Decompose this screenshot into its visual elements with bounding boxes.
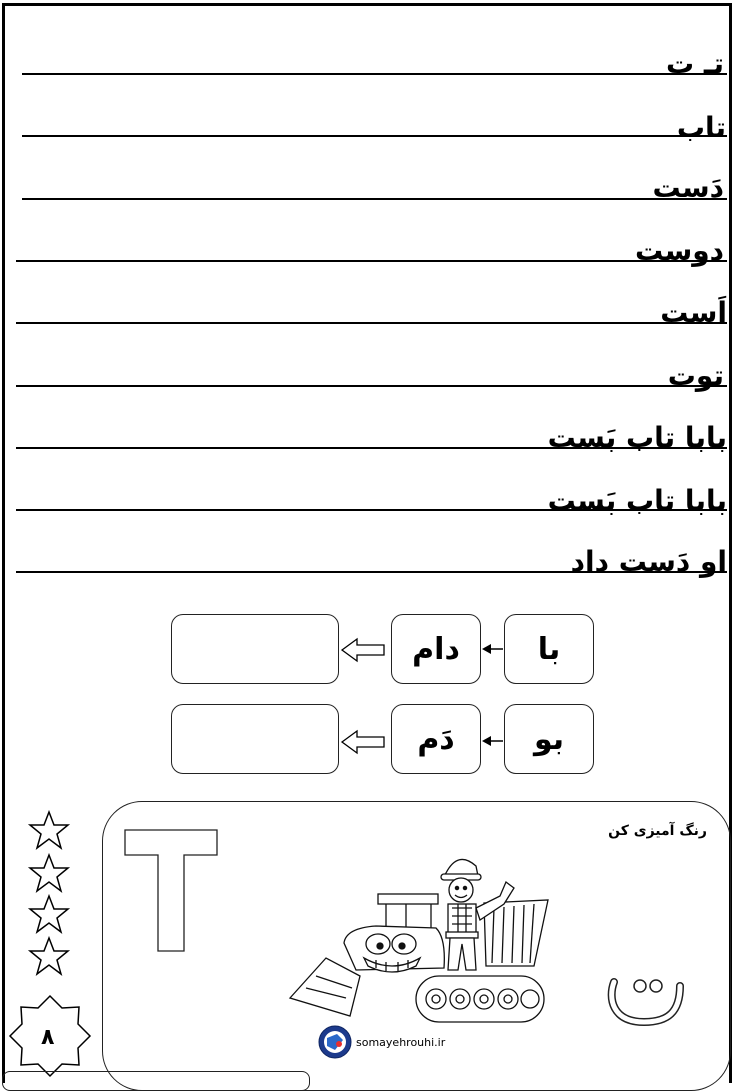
practice-word: تاب [676,111,726,144]
footer-tab [2,1071,310,1091]
site-logo-icon [317,1024,353,1060]
answer-box[interactable] [171,704,339,774]
outline-letter-te [606,968,686,1030]
star-icon[interactable] [27,853,71,893]
base-word-box: دَم [391,704,481,774]
arrow-left-icon [481,641,505,657]
prefix-box: بو [504,704,594,774]
builder-bulldozer-illustration [286,848,556,1033]
practice-sentence: بابا تاب بَست [547,484,727,517]
practice-word: اَست [660,296,727,329]
base-word-box: دام [391,614,481,684]
practice-sentence: او دَست داد [570,545,727,578]
arrow-left-icon [481,733,505,749]
practice-word: توت [667,359,724,392]
star-icon[interactable] [27,894,71,934]
write-line [22,198,727,200]
practice-sentence: بابا تاب بَست [547,421,727,454]
coloring-instruction: رنگ آمیزی کن [608,823,707,839]
practice-word: دَست [652,171,724,204]
star-icon[interactable] [27,936,71,976]
star-icon[interactable] [27,810,71,850]
write-line [16,322,727,324]
hollow-arrow-left-icon [339,637,387,663]
write-line [22,135,727,137]
site-url: somayehrouhi.ir [356,1036,446,1049]
write-line [16,260,727,262]
outline-letter-t [122,827,222,955]
answer-box[interactable] [171,614,339,684]
page-number: ۸ [41,1025,55,1050]
write-line [16,385,727,387]
write-line [22,73,727,75]
practice-word: دوست [635,234,724,267]
hollow-arrow-left-icon [339,729,387,755]
prefix-box: با [504,614,594,684]
practice-word: تـ ت [666,47,724,80]
